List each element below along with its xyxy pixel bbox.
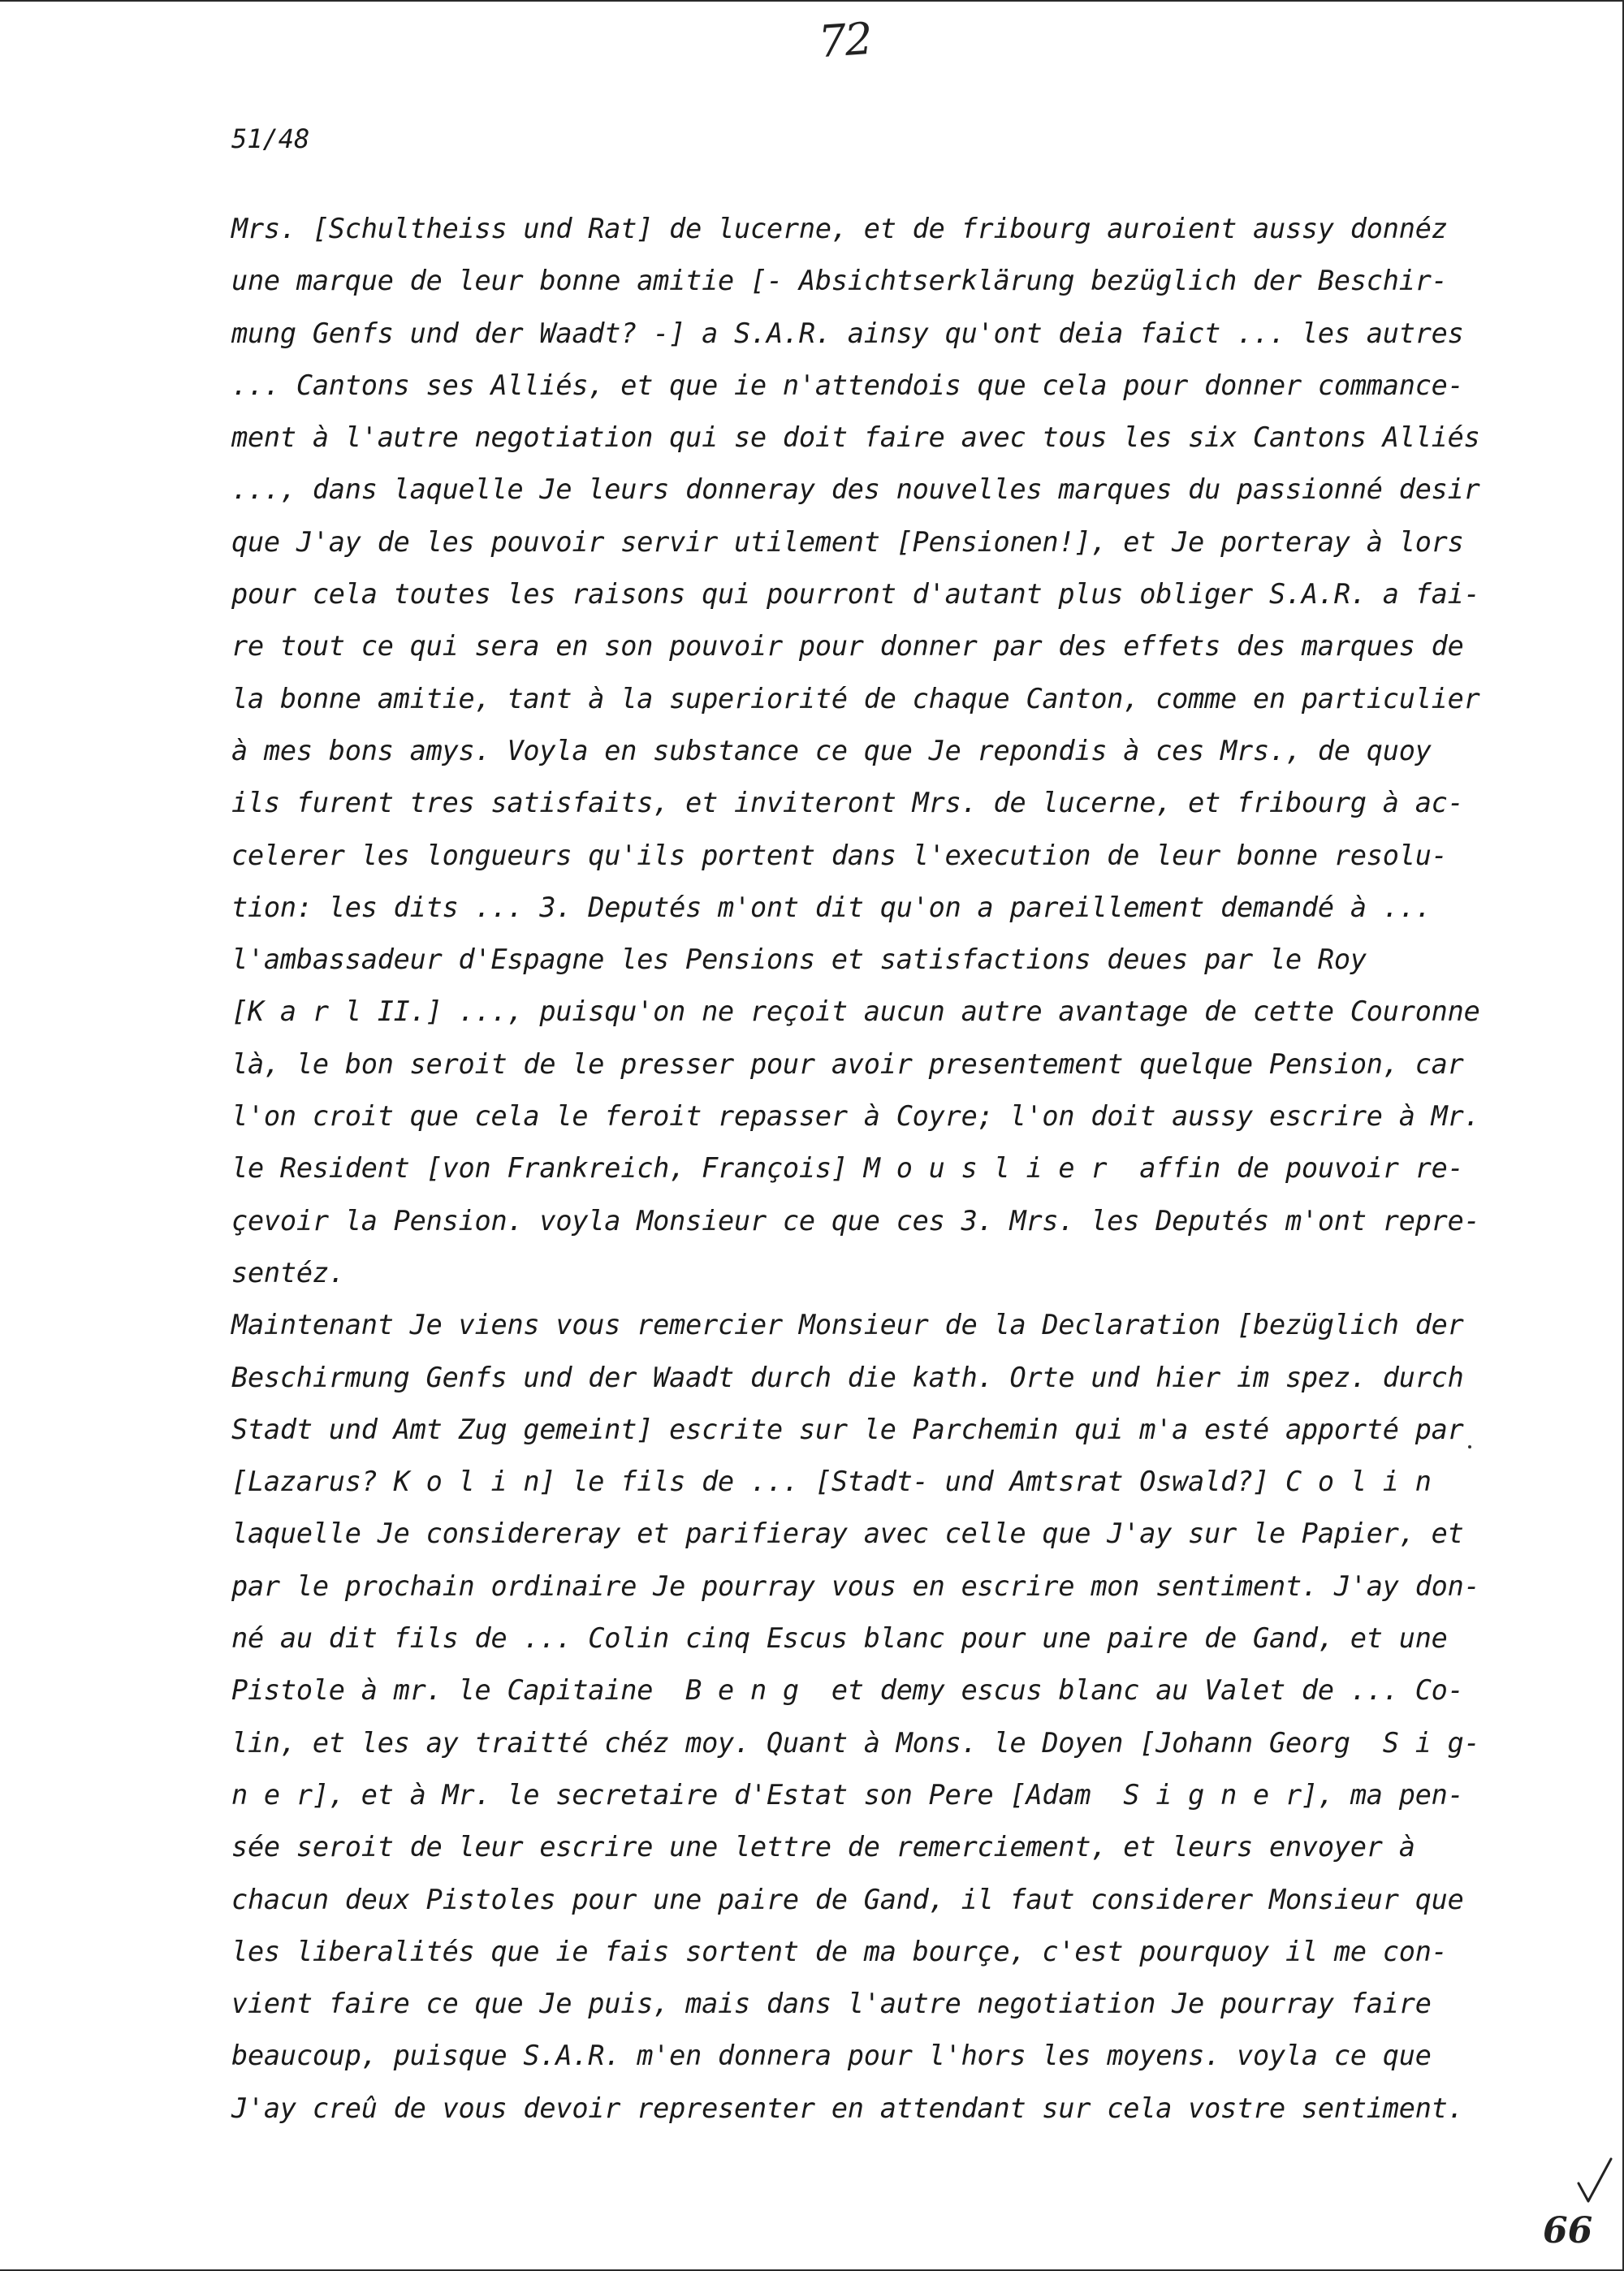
text-line: pour cela toutes les raisons qui pourront d'autant plus obliger S.A.R. a fai- xyxy=(231,578,1480,611)
text-line: ils furent tres satisfaits, et inviteront Mrs. de lucerne, et fribourg à ac- xyxy=(231,787,1464,819)
checkmark-icon xyxy=(1575,2156,1614,2204)
text-line: Mrs. [Schultheiss und Rat] de lucerne, et de fribourg auroient aussy donnéz xyxy=(231,213,1448,244)
text-line: l'ambassadeur d'Espagne les Pensions et satisfactions deues par le Roy xyxy=(231,943,1367,976)
letter-body xyxy=(231,203,1498,2135)
text-line: vient faire ce que Je puis, mais dans l'autre negotiation Je pourray faire xyxy=(231,1988,1432,2020)
text-line: chacun deux Pistoles pour une paire de Gand, il faut considerer Monsieur que xyxy=(231,1883,1464,1915)
corner-page-mark: 66 xyxy=(1543,2210,1593,2252)
text-line: J'ay creû de vous devoir representer en attendant sur cela vostre sentiment. xyxy=(231,2092,1464,2124)
text-line: n e r], et à Mr. le secretaire d'Estat son Pere [Adam S i g n e r], ma pen- xyxy=(231,1778,1464,1811)
document-reference: 51/48 xyxy=(231,123,310,154)
text-line: tion: les dits ... 3. Deputés m'ont dit qu'on a pareillement demandé à ... xyxy=(231,891,1432,923)
text-line: les liberalités que ie fais sortent de ma bourçe, c'est pourquoy il me con- xyxy=(231,1935,1448,1967)
text-line: sentéz. xyxy=(231,1256,345,1289)
text-line: le Resident [von Frankreich, François] M o u s l i e r affin de pouvoir re- xyxy=(231,1152,1464,1185)
text-line: Maintenant Je viens vous remercier Monsieur de la Declaration [bezüglich der xyxy=(231,1309,1464,1341)
text-line: lin, et les ay traitté chéz moy. Quant à Mons. le Doyen [Johann Georg S i g- xyxy=(231,1726,1480,1759)
text-line: celerer les longueurs qu'ils portent dans l'execution de leur bonne resolu- xyxy=(231,839,1448,871)
text-line: beaucoup, puisque S.A.R. m'en donnera pour l'hors les moyens. voyla ce que xyxy=(231,2040,1432,2072)
text-line: ... Cantons ses Alliés, et que ie n'attendois que cela pour donner commance- xyxy=(231,369,1464,401)
text-line: par le prochain ordinaire Je pourray vous en escrire mon sentiment. J'ay don- xyxy=(231,1569,1480,1602)
text-line: çevoir la Pension. voyla Monsieur ce que ces 3. Mrs. les Deputés m'ont repre- xyxy=(231,1204,1480,1237)
handwritten-page-number: 72 xyxy=(816,12,873,68)
text-line: ment à l'autre negotiation qui se doit faire avec tous les six Cantons Alliés xyxy=(231,421,1480,454)
margin-tick-mark xyxy=(1468,1445,1471,1449)
text-line: re tout ce qui sera en son pouvoir pour donner par des effets des marques de xyxy=(231,630,1464,663)
text-line: la bonne amitie, tant à la superiorité de chaque Canton, comme en particulier xyxy=(231,682,1480,715)
text-line: ..., dans laquelle Je leurs donneray des nouvelles marques du passionné desir xyxy=(231,473,1480,506)
text-line: l'on croit que cela le feroit repasser à Coyre; l'on doit aussy escrire à Mr. xyxy=(231,1100,1480,1133)
text-line: Stadt und Amt Zug gemeint] escrite sur le Parchemin qui m'a esté apporté par xyxy=(231,1413,1464,1445)
text-line: [Lazarus? K o l i n] le fils de ... [Stadt- und Amtsrat Oswald?] C o l i n xyxy=(231,1466,1432,1498)
text-line: né au dit fils de ... Colin cinq Escus blanc pour une paire de Gand, et une xyxy=(231,1622,1448,1655)
text-line: mung Genfs und der Waadt? -] a S.A.R. ainsy qu'ont deia faict ... les autres xyxy=(231,317,1464,349)
text-line: Pistole à mr. le Capitaine B e n g et demy escus blanc au Valet de ... Co- xyxy=(231,1674,1464,1707)
text-line: là, le bon seroit de le presser pour avoir presentement quelque Pension, car xyxy=(231,1047,1464,1080)
text-line: à mes bons amys. Voyla en substance ce que Je repondis à ces Mrs., de quoy xyxy=(231,734,1432,766)
text-line: Beschirmung Genfs und der Waadt durch die kath. Orte und hier im spez. durch xyxy=(231,1361,1464,1393)
text-line: laquelle Je considereray et parifieray avec celle que J'ay sur le Papier, et xyxy=(231,1518,1464,1550)
text-line: [K a r l II.] ..., puisqu'on ne reçoit aucun autre avantage de cette Couronne xyxy=(231,995,1480,1028)
text-line: que J'ay de les pouvoir servir utilement [Pensionen!], et Je porteray à lors xyxy=(231,525,1464,558)
text-line: sée seroit de leur escrire une lettre de remerciement, et leurs envoyer à xyxy=(231,1831,1415,1863)
text-line: une marque de leur bonne amitie [- Absichtserklärung bezüglich der Beschir- xyxy=(231,265,1448,297)
